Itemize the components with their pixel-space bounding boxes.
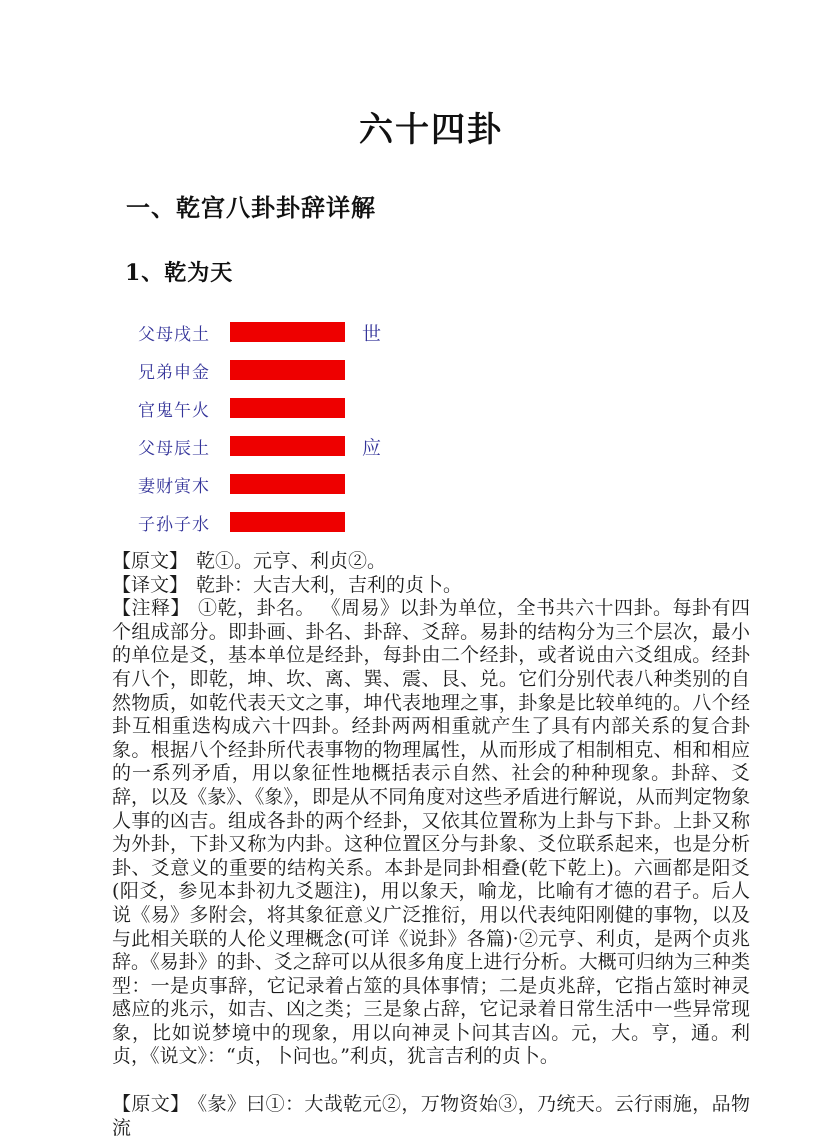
hexagram-line-label: 子孙子水 (138, 514, 210, 535)
page-title: 六十四卦 (359, 110, 503, 150)
paragraph-tag: 【原文】 (112, 1093, 190, 1116)
paragraph-tag: 【原文】 (112, 550, 189, 572)
hexagram-row-5 (112, 360, 750, 383)
hexagram-line-label: 父母辰土 (138, 438, 210, 459)
paragraph-content: 乾①。元亨、利贞②。 (196, 550, 387, 572)
hexagram-row-6 (112, 322, 750, 345)
yang-line-bar (230, 436, 345, 456)
hexagram-row-2 (112, 474, 750, 497)
hexagram-line-label: 官鬼午火 (138, 400, 210, 421)
yang-line-bar (230, 474, 345, 494)
paragraph-tag: 【注释】 (112, 597, 190, 620)
yang-line-bar (230, 512, 345, 532)
hexagram-diagram (112, 322, 750, 535)
paragraph-content: 乾卦：大吉大利，吉利的贞卜。 (196, 573, 463, 596)
paragraph-annotation (112, 597, 750, 1069)
yang-line-bar (230, 322, 345, 342)
hexagram-row-4 (112, 398, 750, 421)
paragraph-original-text-2 (112, 1093, 750, 1140)
hexagram-line-marker: 世 (362, 322, 382, 345)
paragraph-translation (112, 574, 750, 598)
hexagram-row-1 (112, 512, 750, 535)
body-text (112, 550, 750, 1140)
paragraph-tag: 【译文】 (112, 573, 189, 596)
hexagram-row-3 (112, 436, 750, 459)
hexagram-line-label: 父母戌土 (138, 324, 210, 345)
paragraph-original-text-1 (112, 550, 750, 574)
paragraph-content: 《彖》曰①：大哉乾元②，万物资始③，乃统天。云行雨施，品物流 (112, 1093, 750, 1139)
subsection-heading: 1、乾为天 (125, 260, 234, 286)
hexagram-line-label: 妻财寅木 (138, 476, 210, 497)
section-heading: 一、乾宫八卦卦辞详解 (126, 194, 376, 222)
paragraph-content: ①乾，卦名。 《周易》以卦为单位，全书共六十四卦。每卦有四个组成部分。即卦画、卦名、卦辞、爻辞。易卦的结构分为三个层次，最小的单位是爻，基本单位是经卦，每卦由二个经卦，或者说由六爻组成。经卦有八个，即乾，坤、坎、离、巽、震、艮、兑。它们分别代表八种类别的自然物质，如乾代表天文之事，坤代表地理之事，卦象是比较单纯的。八个经卦互相重迭构成六十四卦。经卦两两相重就产生了具有内部关系的复合卦象。根据八个经卦所代表事物的物理属性，从而形成了相制相克、相和相应的一系列矛盾，用以象征性地概括表示自然、社会的种种现象。卦辞、爻辞，以及《彖》、《象》，即是从不同角度对这些矛盾进行解说，从而判定物象人事的凶吉。组成各卦的两个经卦，又依其位置称为上卦与下卦。上卦又称为外卦，下卦又称为内卦。这种位置区分与卦象、爻位联系起来，也是分析卦、爻意义的重要的结构关系。本卦是同卦相叠(乾下乾上)。六画都是阳爻(阳爻，参见本卦初九爻题注)，用以象天，喻龙，比喻有才德的君子。后人说《易》多附会，将其象征意义广泛推衍，用以代表纯阳刚健的事物，以及与此相关联的人伦义理概念(可详《说卦》各篇)·②元亨、利贞，是两个贞兆辞。《易卦》的卦、爻之辞可以从很多角度上进行分析。大概可归纳为三种类型：一是贞事辞，它记录着占筮的具体事情；二是贞兆辞，它指占筮时神灵感应的兆示，如吉、凶之类；三是象占辞，它记录着日常生活中一些异常现象，比如说梦境中的现象，用以向神灵卜问其吉凶。元，大。亨，通。利贞，《说文》：“贞，卜问也。”利贞，犹言吉利的贞卜。 (112, 597, 750, 1068)
yang-line-bar (230, 360, 345, 380)
hexagram-line-label: 兄弟申金 (138, 362, 210, 383)
yang-line-bar (230, 398, 345, 418)
hexagram-line-marker: 应 (362, 436, 382, 459)
